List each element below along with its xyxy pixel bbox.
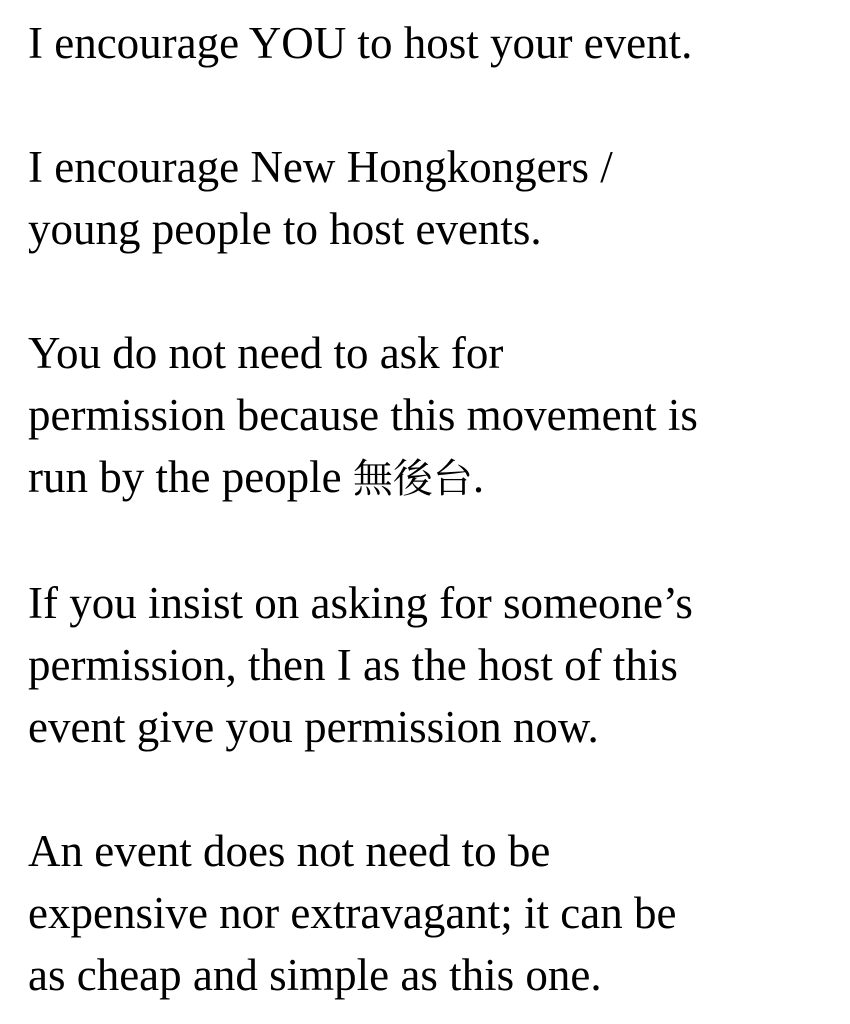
text-line: If you insist on asking for someone’s (28, 578, 693, 628)
text-fragment: run by the people (28, 452, 353, 502)
text-line: expensive nor extravagant; it can be (28, 888, 677, 938)
text-line: event give you permission now. (28, 702, 599, 752)
paragraph-new-hongkongers (28, 136, 850, 260)
paragraph-host-your-event (28, 12, 850, 74)
cjk-phrase: 無後台 (352, 456, 473, 502)
text-line: as cheap and simple as this one. (28, 950, 602, 1000)
paragraph-permission-granted (28, 572, 850, 758)
text-line: I encourage YOU to host your event. (28, 18, 693, 68)
text-line: young people to host events. (28, 204, 542, 254)
text-line: permission because this movement is (28, 390, 698, 440)
text-fragment: . (472, 452, 485, 502)
text-line: You do not need to ask for (28, 328, 504, 378)
paragraph-no-permission-needed (28, 322, 850, 510)
text-line: I encourage New Hongkongers / (28, 142, 613, 192)
paragraph-cheap-and-simple (28, 820, 850, 1006)
text-line: permission, then I as the host of this (28, 640, 678, 690)
text-line-with-cjk (28, 446, 850, 510)
text-line: An event does not need to be (28, 826, 551, 876)
